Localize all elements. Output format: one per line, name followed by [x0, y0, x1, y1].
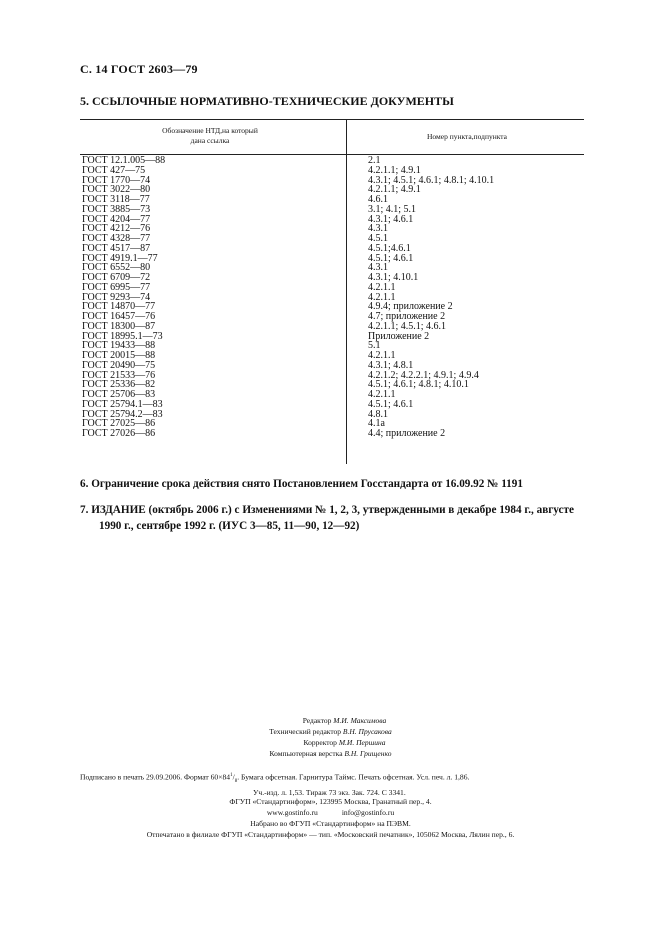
printing-line1-a: Подписано в печать 29.09.2006. Формат 60×84: [80, 772, 231, 782]
table-row-doc: ГОСТ 4517—87: [82, 242, 151, 254]
table-row-doc: ГОСТ 3118—77: [82, 194, 150, 205]
table-row-doc: ГОСТ 3022—80: [82, 184, 151, 196]
table-row-doc: ГОСТ 25794.2—83: [82, 408, 163, 420]
printing-line2: Уч.-изд. л. 1,53. Тираж 73 экз. Зак. 724. С 3341.: [253, 788, 406, 798]
table-row-item: 4.6.1: [368, 194, 388, 205]
table-row-item: 4.9.4; приложение 2: [368, 301, 453, 313]
credit-corrector-name: М.И. Першина: [338, 738, 386, 747]
table-row-doc: ГОСТ 6552—80: [82, 262, 151, 274]
credit-editor: [0, 715, 661, 726]
table-col2-header: Номер пункта,подпункта: [426, 132, 507, 141]
publisher-email-link[interactable]: info@gostinfo.ru: [341, 808, 395, 817]
page-header: С. 14 ГОСТ 2603—79: [80, 62, 198, 76]
table-row-doc: ГОСТ 1770—74: [82, 174, 151, 186]
table-row-doc: ГОСТ 20015—88: [82, 350, 156, 361]
table-row-doc: ГОСТ 18995.1—73: [82, 330, 163, 342]
table-column-divider: [346, 119, 347, 464]
publisher-line3: Набрано во ФГУП «Стандартинформ» на ПЭВМ.: [250, 819, 411, 828]
table-row-doc: ГОСТ 4212—76: [82, 223, 151, 235]
table-row-doc: ГОСТ 27026—86: [82, 428, 156, 439]
credit-editor-name: М.И. Максимова: [333, 716, 387, 725]
table-row-doc: ГОСТ 9293—74: [82, 291, 151, 303]
printing-info: [80, 770, 469, 798]
table-row-item: 4.2.1.1; 4.9.1: [368, 164, 421, 176]
printing-line1: Подписано в печать 29.09.2006. Формат $60\times 84^1/_8$. Бумага офсетная. Гарнитура Таймс. Печать офсетная. Усл. печ. л. 1,86.: [80, 772, 470, 785]
table-row-item: 4.2.1.1: [368, 389, 396, 400]
table-top-rule: [80, 119, 584, 120]
table-row-doc: ГОСТ 12.1.005—88: [82, 155, 166, 166]
table-row-item: 4.3.1; 4.5.1; 4.6.1; 4.8.1; 4.10.1: [368, 174, 495, 186]
format-fraction-denominator: 8: [234, 779, 238, 785]
table-row-doc: ГОСТ 25336—82: [82, 379, 156, 391]
table-row-item: 4.3.1; 4.10.1: [368, 272, 419, 283]
section-7-text: [80, 502, 592, 534]
table-row-item: 5.1: [368, 340, 381, 352]
section-6-text: 6. Ограничение срока действия снято Постановлением Госстандарта от 16.09.92 № 1191: [80, 478, 523, 490]
table-row-item: 4.2.1.1; 4.5.1; 4.6.1: [368, 320, 447, 332]
table-row-doc: ГОСТ 18300—87: [82, 320, 156, 332]
table-row-item: 4.5.1;4.6.1: [368, 242, 411, 254]
table-row-doc: ГОСТ 6709—72: [82, 272, 151, 283]
table-row-doc: ГОСТ 21533—76: [82, 369, 156, 381]
table-row-item: 4.3.1; 4.6.1: [368, 213, 414, 225]
table-row-item: 4.4; приложение 2: [368, 428, 446, 439]
table-row-doc: ГОСТ 4919.1—77: [82, 252, 158, 264]
table-row-doc: ГОСТ 3885—73: [82, 203, 151, 215]
publisher-line1: ФГУП «Стандартинформ», 123995 Москва, Гранатный пер., 4.: [229, 797, 432, 806]
credits-block: [0, 715, 661, 759]
table-row-doc: ГОСТ 6995—77: [82, 281, 151, 293]
publisher-site-link[interactable]: www.gostinfo.ru: [266, 808, 318, 817]
printing-line1-b: . Бумага офсетная. Гарнитура Таймс. Печать офсетная. Усл. печ. л. 1,86.: [237, 772, 470, 782]
table-row-doc: ГОСТ 25794.1—83: [82, 398, 163, 410]
table-col1-header-line2: дана ссылка: [190, 136, 230, 145]
table-row-item: Приложение 2: [368, 330, 430, 342]
section-5-title: 5. ССЫЛОЧНЫЕ НОРМАТИВНО-ТЕХНИЧЕСКИЕ ДОКУМЕНТЫ: [80, 94, 454, 108]
table-row-doc: ГОСТ 4328—77: [82, 233, 151, 244]
credit-layout-name: В.Н. Грищенко: [344, 749, 392, 758]
table-item-column: [368, 156, 494, 439]
table-row-doc: ГОСТ 4204—77: [82, 213, 151, 225]
credit-corrector: [0, 737, 661, 748]
table-row-item: 4.2.1.1: [368, 291, 396, 303]
table-row-item: 4.3.1; 4.8.1: [368, 359, 414, 371]
table-row-item: 4.5.1; 4.6.1: [368, 398, 414, 410]
table-row-item: 4.2.1.1: [368, 281, 396, 293]
table-row-item: 4.2.1.1; 4.9.1: [368, 184, 421, 196]
table-doc-column: [82, 156, 165, 439]
table-row-item: 4.8.1: [368, 408, 388, 420]
publisher-line4: Отпечатано в филиале ФГУП «Стандартинформ» — тип. «Московский печатник», 105062 Москва, Лялин пер., 6.: [146, 830, 515, 839]
publisher-info: [0, 796, 661, 840]
table-row-doc: ГОСТ 16457—76: [82, 311, 156, 322]
table-row-doc: ГОСТ 19433—88: [82, 340, 156, 352]
table-row-doc: ГОСТ 27025—86: [82, 418, 156, 430]
table-row-doc: ГОСТ 14870—77: [82, 301, 156, 313]
table-row-item: 3.1; 4.1; 5.1: [368, 203, 417, 215]
section-7-line1: 7. ИЗДАНИЕ (октябрь 2006 г.) с Изменениями № 1, 2, 3, утвержденными в декабре 1984 г., августе: [80, 504, 574, 516]
table-row-item: 4.2.1.2; 4.2.2.1; 4.9.1; 4.9.4: [368, 369, 479, 381]
table-row-item: 4.3.1: [368, 262, 388, 274]
table-col1-header-line1: Обозначение НТД,на который: [162, 126, 258, 135]
table-row-doc: ГОСТ 20490—75: [82, 359, 156, 371]
format-fraction-numerator: 1: [230, 773, 233, 778]
table-row-item: 2.1: [368, 155, 381, 166]
credit-editor-label: Редактор: [302, 716, 332, 725]
credit-tech-editor: [0, 726, 661, 737]
table-row-doc: ГОСТ 427—75: [82, 164, 146, 176]
section-7-line2: 1990 г., сентябре 1992 г. (ИУС 3—85, 11—90, 12—92): [99, 520, 360, 532]
table-row-item: 4.7; приложение 2: [368, 311, 446, 322]
credit-tech-editor-name: В.Н. Прусакова: [342, 727, 392, 736]
table-row-item: 4.1а: [368, 418, 385, 430]
credit-layout: [0, 748, 661, 759]
table-col1-header: [110, 126, 310, 146]
table-row-item: 4.5.1; 4.6.1; 4.8.1; 4.10.1: [368, 379, 469, 391]
credit-layout-label: Компьютерная верстка: [269, 749, 343, 758]
table-row-item: 4.5.1; 4.6.1: [368, 252, 414, 264]
table-row-item: 4.3.1: [368, 223, 388, 235]
table-row-item: 4.5.1: [368, 233, 388, 244]
credit-tech-editor-label: Технический редактор: [269, 727, 342, 736]
credit-corrector-label: Корректор: [303, 738, 337, 747]
table-row-item: 4.2.1.1: [368, 350, 396, 361]
table-row-doc: ГОСТ 25706—83: [82, 389, 156, 400]
publisher-contacts: [0, 807, 661, 818]
